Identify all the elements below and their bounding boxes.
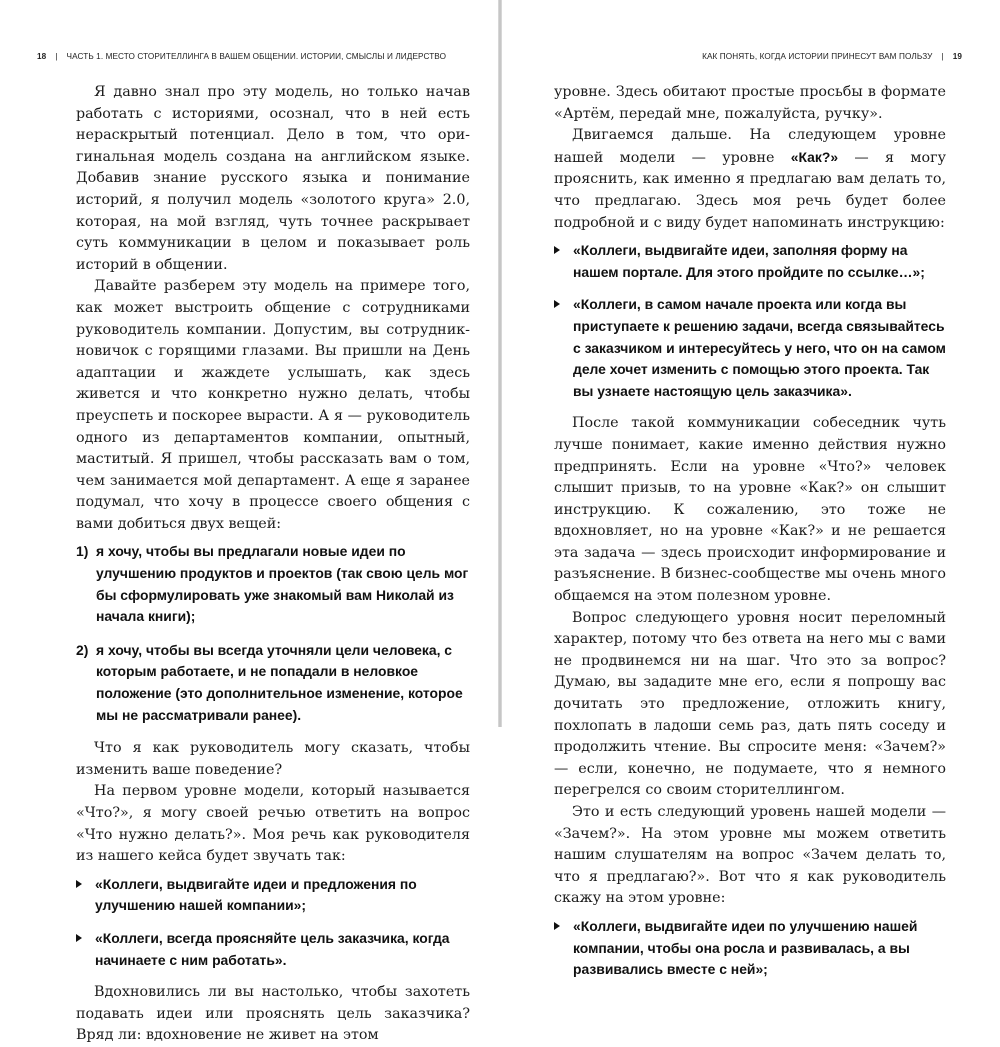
left-page [0,0,498,1044]
list-marker: 1) [76,543,89,560]
numbered-item [76,541,470,627]
page-number: 18 [37,51,47,61]
bullet-triangle-icon [76,880,82,888]
running-header-right [702,49,962,63]
paragraph: Что я как руководитель могу сказать, чтобы изменить ваше поведение? [76,740,470,778]
paragraph: Давайте разберем эту модель на примере того, как может выстроить общение с сотрудниками руководитель компании. Допустим, вы сотрудник-новичок с горящими глазами. Вы пришли на День адаптации и жаждете услышать, как здесь живется и что конкретно нужно делать, чтобы преуспеть и поскорее вырасти. А я — руководитель одного из департаментов компании, опытный, маститый. Я пришел, чтобы рассказать вам о том, чем занимается мой департамент. А еще я заранее подумал, что хочу в процессе своего общения с вами добиться двух вещей: [76,278,470,532]
text-run: — я могу прояснить, как именно я предлагаю вам делать то, что предлагаю. Здесь моя речь будет более подробной и с виду будет напоминать инструкцию: [554,149,946,231]
paragraph: Вдохновились ли вы настолько, чтобы захотеть подавать идеи или прояснять цель заказчика? Вряд ли: вдохновение не живет на этом [76,984,470,1044]
list-item-text: я хочу, чтобы вы предлагали новые идеи по улучшению продуктов и проектов (так свою цель мог бы сформулировать уже знакомый вам Николай из начала книги); [96,543,469,625]
emphasis-how: «Как?» [790,148,839,165]
paragraph: Я давно знал про эту модель, но только начав работать с историями, осознал, что в ней есть нераскрытый потенциал. Дело в том, что оригинальная модель создана на английском языке. Добавив знание русского языка и понимание историй, я получил модель «золотого круга» 2.0, которая, на мой взгляд, чуть точнее раскрывает суть коммуникации в целом и показывает роль историй в общении. [76,84,470,273]
bullet-item [76,874,470,917]
header-title: ЧАСТЬ 1. МЕСТО СТОРИТЕЛЛИНГА В ВАШЕМ ОБЩЕНИИ. ИСТОРИИ, СМЫСЛЫ И ЛИДЕРСТВО [66,51,447,61]
paragraph [554,125,946,234]
left-page-body [76,82,470,1047]
text-run: Двигаемся дальше. На следующем уровне нашей модели — уровне [554,127,946,166]
header-separator: | [55,51,58,61]
header-title: КАК ПОНЯТЬ, КОГДА ИСТОРИИ ПРИНЕСУТ ВАМ ПОЛЬЗУ [702,51,933,61]
list-item-text: я хочу, чтобы вы всегда уточняли цели человека, с которым работаете, и не попадали в неловкое положение (это дополнительное изменение, которое мы не рассматривали ранее). [96,641,463,723]
header-separator: | [941,51,944,61]
list-marker: 2) [76,641,89,658]
paragraph: Это и есть следующий уровень нашей модели — «Зачем?». На этом уровне мы можем ответить нашим слушателям на вопрос «Зачем делать то, что я предлагаю?». Вот что я как руководитель скажу на этом уровне: [554,804,946,907]
bullet-text: «Коллеги, выдвигайте идеи, заполняя форму на нашем портале. Для этого пройдите по ссылке…»; [573,242,925,280]
bullet-item [554,240,946,283]
bullet-item [554,916,946,981]
paragraph: На первом уровне модели, который называется «Что?», я могу своей речью ответить на вопрос «Что нужно делать?». Моя речь как руководителя из нашего кейса будет звучать так: [76,783,470,865]
paragraph: уровне. Здесь обитают простые просьбы в формате «Артём, передай мне, пожалуйста, ручку». [554,84,946,122]
bullet-triangle-icon [554,246,560,254]
numbered-item [76,640,470,726]
bullet-item [76,928,470,971]
bullet-text: «Коллеги, выдвигайте идеи и предложения по улучшению нашей компании»; [95,875,417,914]
right-page [502,0,1000,978]
bullet-triangle-icon [554,300,560,308]
bullet-text: «Коллеги, всегда проясняйте цель заказчика, когда начинаете с ним работать». [95,929,450,968]
bullet-item [554,294,946,402]
bullet-text: «Коллеги, в самом начале проекта или когда вы приступаете к решению задачи, всегда связывайтесь с заказчиком и интересуйтесь у него, что он на самом деле хочет изменить с помощью этого проекта. Так вы узнаете настоящую цель заказчика». [573,296,946,399]
right-page-body [554,82,946,992]
bullet-triangle-icon [76,934,82,942]
page-number: 19 [952,51,962,61]
bullet-text: «Коллеги, выдвигайте идеи по улучшению нашей компании, чтобы она росла и развивалась, а вы развивались вместе с ней»; [573,917,918,978]
running-header-left [37,49,446,63]
paragraph: Вопрос следующего уровня носит переломный характер, потому что без ответа на него мы с вами не продвинемся ни на шаг. Что это за вопрос? Думаю, вы зададите мне его, если я попрошу вас дочитать это предложение, отложить книгу, похлопать в ладоши семь раз, дать пять соседу и продолжить чтение. Вы спросите меня: «Зачем?» — если, конечно, не подумаете, что я немного перегрелся со своим сторителлингом. [554,609,946,799]
bullet-triangle-icon [554,922,560,930]
paragraph: После такой коммуникации собеседник чуть лучше понимает, какие именно действия нужно предпринять. Если на уровне «Что?» человек слышит призыв, то на уровне «Как?» он слышит инструкцию. К сожалению, это тоже не вдохновляет, но на уровне «Как?» и не решается эта задача — здесь происходит информирование и разъяснение. В бизнес-сообществе мы очень много общаемся на этом полезном уровне. [554,415,946,605]
